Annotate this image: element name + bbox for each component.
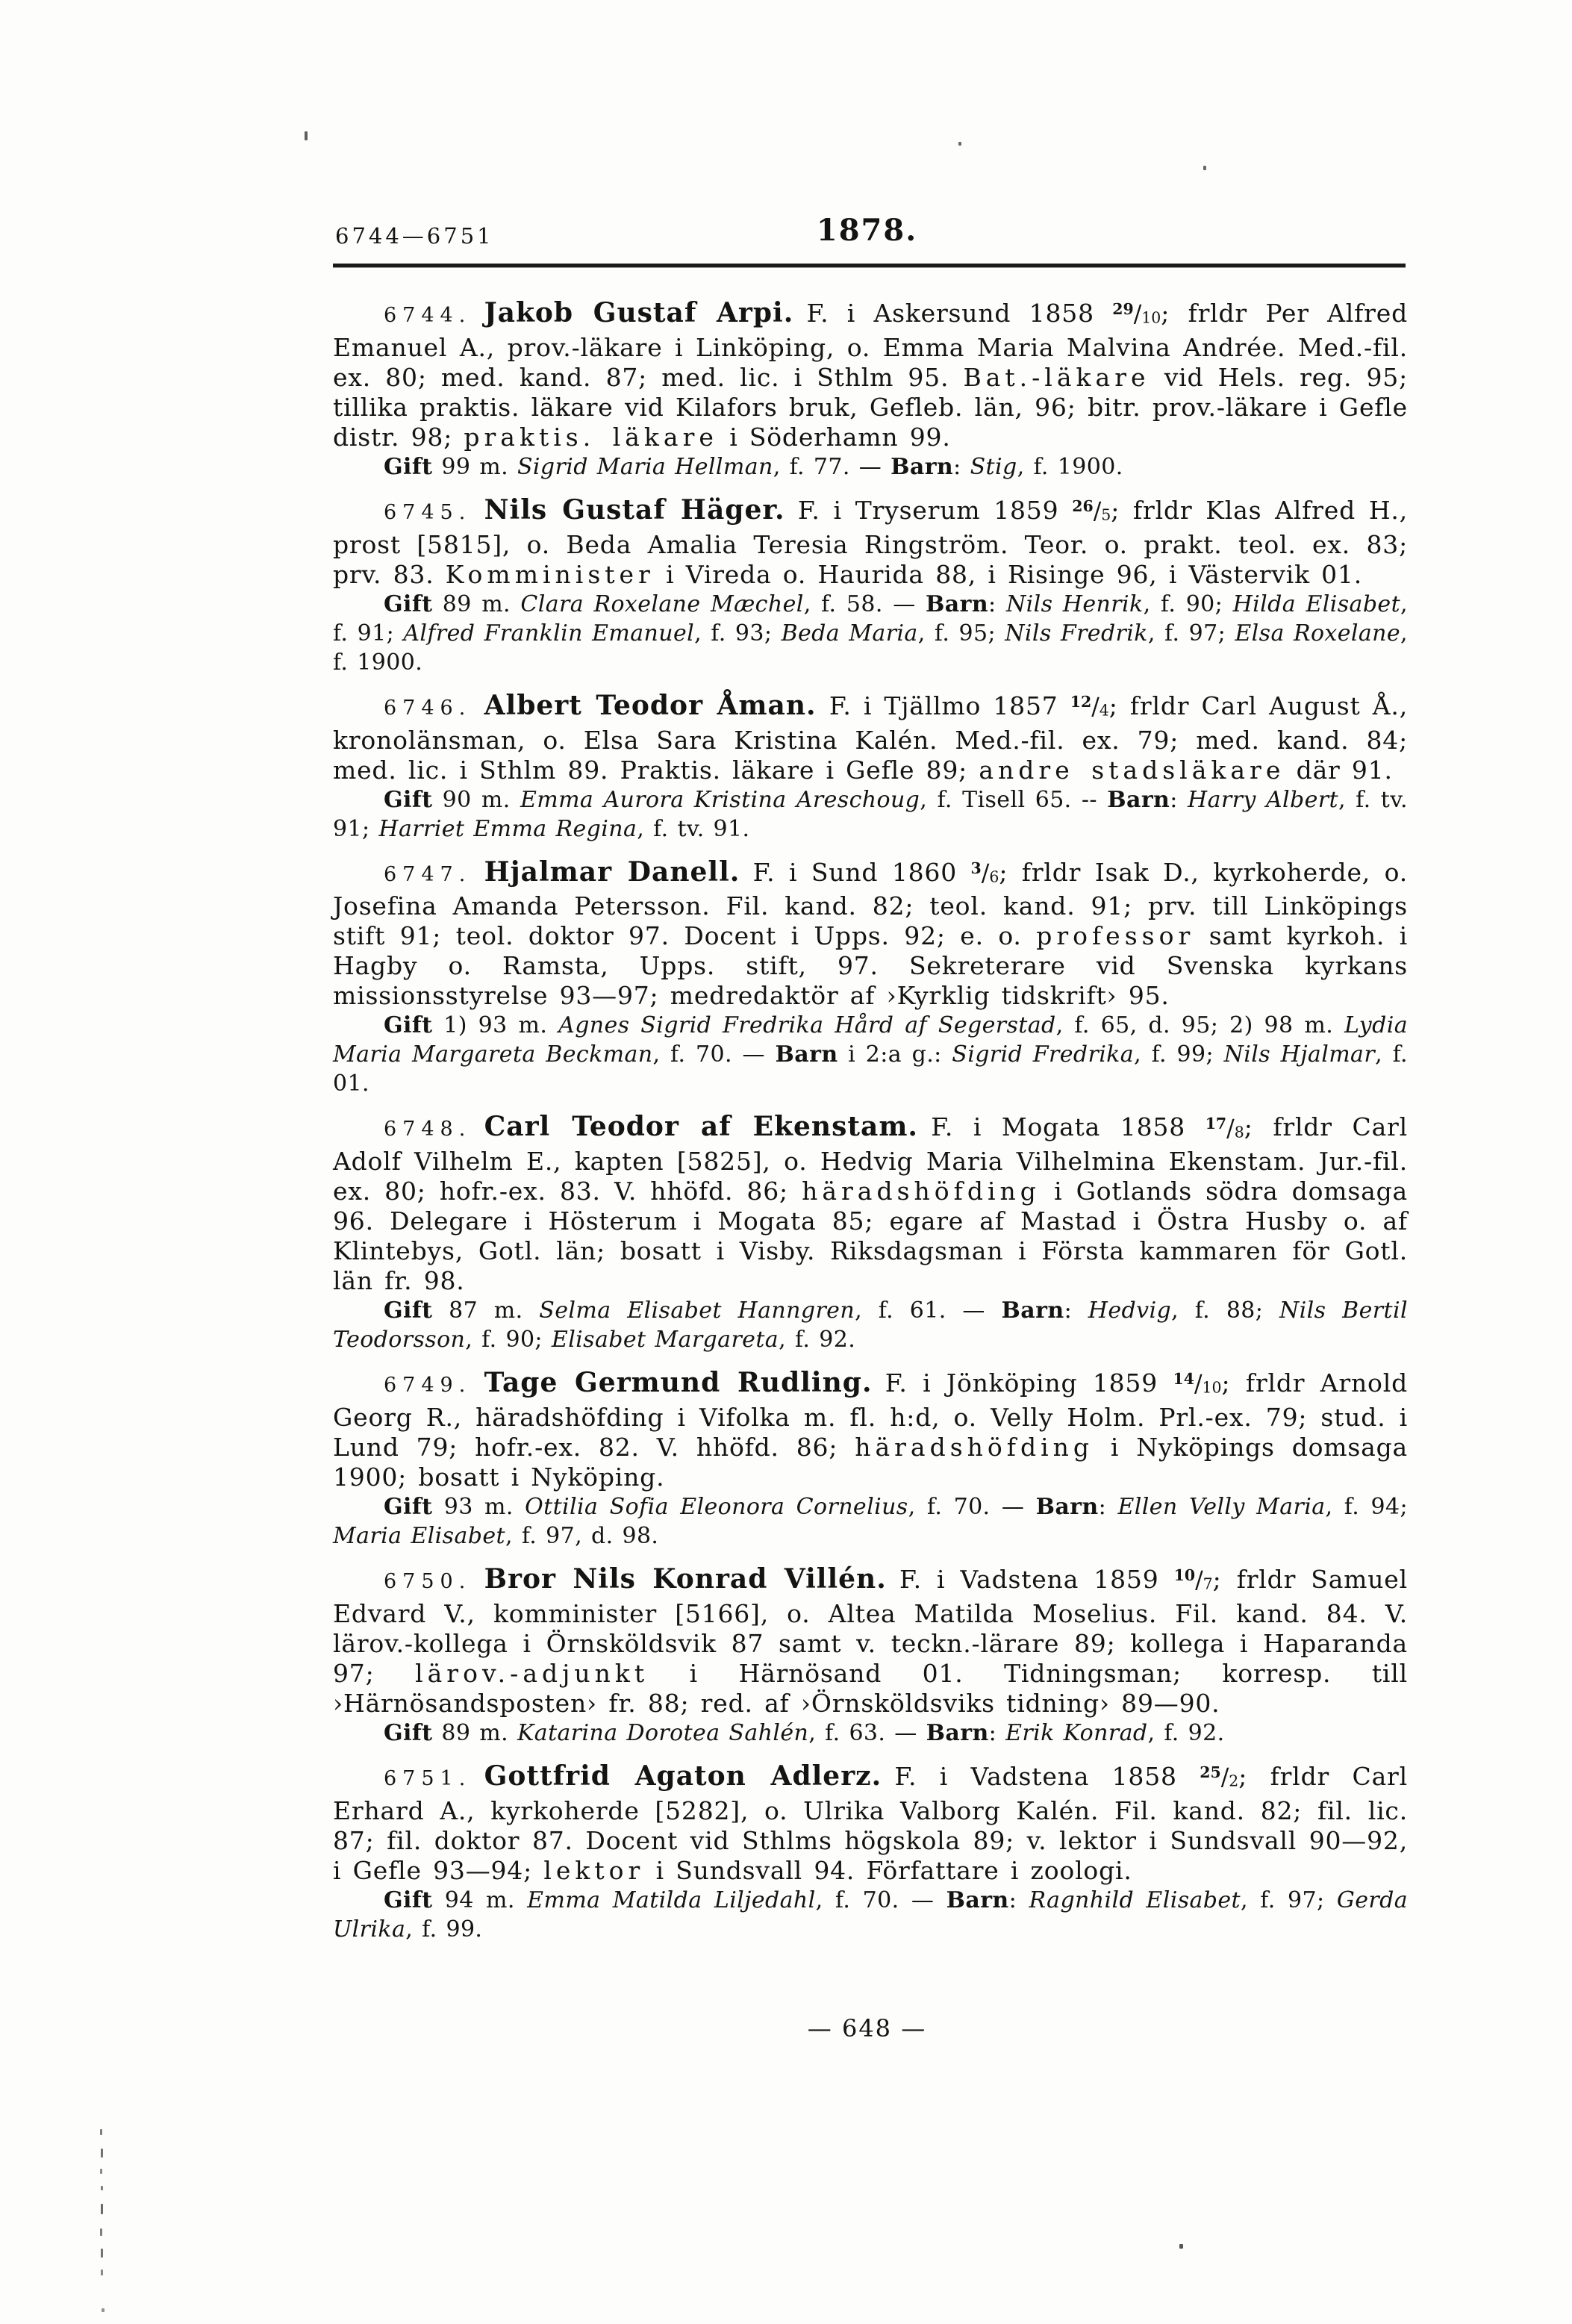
body-text: 87 m.	[432, 1297, 540, 1324]
person-name: Agnes Sigrid Fredrika Hård af Segerstad	[558, 1012, 1056, 1039]
year-heading: 1878.	[816, 213, 918, 248]
entry-person-name: Albert Teodor Åman.	[484, 689, 817, 721]
body-text: , f. 92.	[779, 1327, 856, 1353]
page-range: 6744—6751	[335, 223, 494, 249]
body-text: , f. 90;	[1143, 591, 1233, 617]
scan-artifact	[101, 2249, 103, 2258]
body-text: :	[1064, 1297, 1088, 1324]
person-name: Elisabet Margareta	[551, 1327, 779, 1353]
entry-body	[333, 1757, 1408, 1886]
biography-entry	[333, 1108, 1408, 1354]
bold-label: Gift	[384, 1297, 433, 1324]
body-text: , f. 61. —	[855, 1297, 1002, 1324]
entry-body	[333, 1560, 1408, 1719]
person-name: Harriet Emma Regina	[378, 815, 637, 842]
person-name: Nils Bertil Teodorsson	[333, 1297, 1408, 1353]
entry-body	[333, 294, 1408, 452]
bold-label: Gift	[384, 1012, 433, 1039]
body-text: 93 m.	[432, 1494, 525, 1521]
birthdate-fraction: $^{12}$/4	[1070, 692, 1109, 720]
body-text: , f. 1900.	[1017, 453, 1123, 480]
bold-label: Barn	[1035, 1494, 1099, 1521]
biography-entry	[333, 1364, 1408, 1551]
body-text: i Härnösand 01. Tidningsman; korresp. till ›Härnösandsposten› fr. 88; red. af ›Örnsköldsviks tidning› 89—90.	[333, 1658, 1408, 1718]
person-name: Ragnhild Elisabet	[1029, 1887, 1241, 1913]
entry-body	[333, 687, 1408, 785]
body-text: , f. 1900.	[333, 620, 1408, 676]
bold-label: Barn	[926, 1719, 989, 1746]
person-name: Lydia Maria Margareta Beckman	[333, 1012, 1409, 1068]
person-name: Gerda Ulrika	[333, 1887, 1408, 1943]
body-text: , f. 65, d. 95; 2) 98 m.	[1055, 1012, 1344, 1039]
biography-entry	[333, 1560, 1408, 1748]
body-text: 94 m.	[432, 1887, 528, 1913]
scan-artifact	[100, 2129, 102, 2135]
body-text: , f. 97, d. 98.	[505, 1523, 659, 1550]
body-text: , f. 91;	[333, 591, 1408, 647]
entry-number: 6749.	[384, 1374, 472, 1398]
body-text: :	[1098, 1494, 1118, 1521]
body-text: i Söderhamn 99.	[717, 422, 951, 452]
person-name: Emma Matilda Liljedahl	[527, 1887, 816, 1913]
body-text: F. i Sund 1860	[752, 857, 971, 887]
entry-body	[333, 853, 1408, 1012]
entry-person-name: Bror Nils Konrad Villén.	[484, 1563, 887, 1595]
person-name: Elsa Roxelane	[1235, 620, 1401, 647]
body-text: 89 m.	[432, 1719, 517, 1746]
scan-artifact	[102, 2308, 105, 2312]
body-text: F. i Vadstena 1859	[899, 1565, 1174, 1595]
body-text: F. i Tryserum 1859	[797, 496, 1073, 526]
person-name: Katarina Dorotea Sahlén	[517, 1719, 809, 1746]
body-text: ; frldr Arnold Georg R., häradshöfding i Vifolka m. fl. h:d, o. Velly Holm. Prl.-ex. 79; stud. i Lund 79; hofr.-ex. 82. V. hhöfd. 86;	[333, 1368, 1408, 1462]
emphasized-text: häradshöfding	[855, 1433, 1094, 1462]
body-text: , f. tv. 91;	[333, 786, 1408, 842]
person-name: Ellen Velly Maria	[1117, 1494, 1326, 1521]
entry-number: 6748.	[384, 1118, 472, 1141]
bold-label: Barn	[926, 591, 989, 617]
body-text: , f. 77. —	[773, 453, 891, 480]
scan-artifact	[305, 131, 308, 140]
body-text: , f. 70. —	[815, 1887, 946, 1913]
body-text: ; frldr Isak D., kyrkoherde, o. Josefina Amanda Petersson. Fil. kand. 82; teol. kand. 91; prv. till Linköpings stift 91; teol. doktor 97. Docent i Upps. 92; e. o.	[333, 857, 1408, 951]
entry-body	[333, 1364, 1408, 1492]
bold-label: Gift	[384, 786, 433, 813]
biography-entry	[333, 1757, 1408, 1944]
body-text: , f. 97;	[1241, 1887, 1337, 1913]
emphasized-text: lärov.-adjunkt	[415, 1658, 649, 1688]
emphasized-text: professor	[1036, 921, 1195, 951]
body-text: ; frldr Per Alfred Emanuel A., prov.-läkare i Linköping, o. Emma Maria Malvina Andrée. Med.-fil. ex. 80; med. kand. 87; med. lic. i Sthlm 95.	[333, 299, 1408, 392]
body-text: i Vireda o. Haurida 88, i Risinge 96, i Västervik 01.	[654, 559, 1363, 589]
family-line	[333, 1719, 1408, 1748]
body-text: ; frldr Samuel Edvard V., komminister [5166], o. Altea Matilda Moselius. Fil. kand. 84. V. lärov.-kollega i Örnsköldsvik 87 samt v. teckn.-lärare 89; kollega i Haparanda 97;	[333, 1565, 1408, 1688]
body-text: ; frldr Carl August Å., kronolänsman, o. Elsa Sara Kristina Kalén. Med.-fil. ex. 79; med. kand. 84; med. lic. i Sthlm 89. Praktis. läkare i Gefle 89;	[333, 691, 1408, 785]
body-text: :	[1170, 786, 1188, 813]
body-text: 99 m.	[432, 453, 517, 480]
emphasized-text: Bat.-läkare	[963, 362, 1150, 392]
body-text: :	[1008, 1887, 1029, 1913]
bold-label: Barn	[775, 1041, 838, 1068]
person-name: Hilda Elisabet	[1232, 591, 1401, 617]
body-text: , f. Tisell 65. --	[920, 786, 1108, 813]
scan-artifact	[101, 2186, 103, 2190]
body-text: , f. 58. —	[803, 591, 926, 617]
emphasized-text: andre stadsläkare	[979, 755, 1285, 785]
body-text: 1) 93 m.	[432, 1012, 559, 1039]
person-name: Nils Fredrik	[1005, 620, 1148, 647]
body-text: , f. 99;	[1134, 1041, 1224, 1068]
body-text: , f. 63. —	[808, 1719, 926, 1746]
body-text: F. i Tjällmo 1857	[829, 691, 1070, 720]
entry-person-name: Carl Teodor af Ekenstam.	[484, 1111, 918, 1143]
bold-label: Barn	[891, 453, 954, 480]
body-text: ; frldr Klas Alfred H., prost [5815], o. Beda Amalia Teresia Ringström. Teor. o. prakt. teol. ex. 83; prv. 83.	[333, 496, 1408, 589]
entry-body	[333, 491, 1408, 590]
body-text: , f. 90;	[465, 1327, 552, 1353]
body-text: , f. 01.	[333, 1041, 1408, 1097]
biography-entry	[333, 687, 1408, 844]
body-text: ; frldr Carl Erhard A., kyrkoherde [5282], o. Ulrika Valborg Kalén. Fil. kand. 82; fil. lic. 87; fil. doktor 87. Docent vid Sthlms högskola 89; v. lektor i Sundsvall 90—92, i Gefle 93—94;	[333, 1762, 1408, 1885]
birthdate-fraction: $^{29}$/10	[1112, 300, 1161, 328]
body-text: F. i Askersund 1858	[806, 299, 1113, 328]
emphasized-text: Komminister	[445, 559, 655, 589]
body-text: i Nyköpings domsaga 1900; bosatt i Nyköping.	[333, 1433, 1408, 1492]
family-line	[333, 452, 1408, 482]
body-text: i Sundsvall 94. Författare i zoologi.	[644, 1855, 1132, 1885]
entry-number: 6751.	[384, 1767, 472, 1791]
scan-artifact	[100, 2228, 102, 2236]
body-text: :	[988, 591, 1006, 617]
birthdate-fraction: $^{26}$/5	[1072, 496, 1111, 526]
birthdate-fraction: $^{17}$/8	[1205, 1114, 1244, 1142]
entry-number: 6747.	[384, 862, 472, 886]
birthdate-fraction: $^{10}$/7	[1173, 1566, 1213, 1595]
person-name: Harry Albert	[1188, 786, 1338, 813]
family-line	[333, 590, 1408, 677]
body-text: :	[988, 1719, 1006, 1746]
bold-label: Gift	[384, 1494, 433, 1521]
entry-body	[333, 1108, 1408, 1296]
family-line	[333, 1011, 1408, 1098]
scan-artifact	[100, 2169, 102, 2174]
scan-artifact	[1203, 166, 1206, 170]
body-text: , f. 92.	[1147, 1719, 1225, 1746]
family-line	[333, 785, 1408, 844]
body-text: i 2:a g.:	[838, 1041, 952, 1068]
person-name: Emma Aurora Kristina Areschoug	[520, 786, 920, 813]
birthdate-fraction: $^3$/6	[970, 859, 999, 887]
person-name: Selma Elisabet Hanngren	[539, 1297, 855, 1324]
scan-artifact	[101, 2270, 103, 2275]
body-text: , f. 94;	[1325, 1494, 1408, 1521]
entry-number: 6745.	[384, 501, 472, 525]
body-text: i Gotlands södra domsaga 96. Delegare i Hösterum i Mogata 85; egare af Mastad i Östra Husby o. af Klintebys, Gotl. län; bosatt i Visby. Riksdagsman i Första kammaren för Gotl. län fr. 98.	[333, 1177, 1408, 1296]
person-name: Hedvig	[1088, 1297, 1172, 1324]
entry-person-name: Hjalmar Danell.	[484, 856, 740, 888]
person-name: Sigrid Maria Hellman	[517, 453, 773, 480]
scan-artifact	[101, 2204, 103, 2214]
person-name: Erik Konrad	[1005, 1719, 1148, 1746]
entry-number: 6744.	[384, 304, 472, 328]
body-text: F. i Vadstena 1858	[894, 1762, 1200, 1792]
body-text: , f. 95;	[917, 620, 1005, 647]
biography-entry	[333, 491, 1408, 677]
person-name: Alfred Franklin Emanuel	[403, 620, 695, 647]
body-text: , f. tv. 91.	[637, 815, 750, 842]
body-text: samt kyrkoh. i Hagby o. Ramsta, Upps. stift, 97. Sekreterare vid Svenska kyrkans missionsstyrelse 93—97; medredaktör af ›Kyrklig tidskrift› 95.	[333, 921, 1408, 1011]
person-name: Sigrid Fredrika	[952, 1041, 1135, 1068]
body-text: , f. 70. —	[652, 1041, 776, 1068]
emphasized-text: praktis. läkare	[464, 422, 718, 452]
body-text: , f. 97;	[1147, 620, 1235, 647]
scan-artifact	[1179, 2244, 1183, 2249]
body-text: , f. 99.	[405, 1916, 483, 1943]
entry-person-name: Nils Gustaf Häger.	[484, 494, 785, 526]
body-text: 89 m.	[432, 591, 521, 617]
entry-person-name: Gottfrid Agaton Adlerz.	[484, 1760, 882, 1792]
emphasized-text: häradshöfding	[802, 1177, 1041, 1206]
bold-label: Barn	[946, 1887, 1009, 1913]
bold-label: Gift	[384, 1887, 433, 1913]
person-name: Stig	[970, 453, 1017, 480]
entry-number: 6746.	[384, 696, 472, 720]
bold-label: Barn	[1001, 1297, 1064, 1324]
bold-label: Gift	[384, 1719, 433, 1746]
person-name: Beda Maria	[781, 620, 918, 647]
entries-list	[333, 294, 1408, 1954]
body-text: , f. 70. —	[908, 1494, 1036, 1521]
entry-person-name: Jakob Gustaf Arpi.	[484, 297, 794, 329]
person-name: Clara Roxelane Mæchel	[520, 591, 804, 617]
body-text: vid Hels. reg. 95; tillika praktis. läkare vid Kilafors bruk, Gefleb. län, 96; bitr. prov.-läkare i Gefle distr. 98;	[333, 362, 1408, 452]
person-name: Maria Elisabet	[333, 1523, 505, 1550]
birthdate-fraction: $^{25}$/2	[1200, 1763, 1239, 1792]
emphasized-text: lektor	[543, 1855, 645, 1885]
bold-label: Gift	[384, 453, 433, 480]
family-line	[333, 1296, 1408, 1354]
entry-person-name: Tage Germund Rudling.	[484, 1367, 873, 1399]
person-name: Nils Hjalmar	[1223, 1041, 1376, 1068]
person-name: Nils Henrik	[1005, 591, 1144, 617]
body-text: F. i Mogata 1858	[931, 1112, 1205, 1142]
scan-artifact	[958, 142, 961, 146]
header-divider	[333, 264, 1406, 267]
scan-artifact	[101, 2149, 103, 2158]
biography-entry	[333, 294, 1408, 482]
page-number: — 648 —	[807, 2014, 927, 2043]
entry-number: 6750.	[384, 1570, 472, 1594]
body-text: 90 m.	[432, 786, 520, 813]
body-text: F. i Jönköping 1859	[885, 1368, 1173, 1398]
biography-entry	[333, 853, 1408, 1099]
person-name: Ottilia Sofia Eleonora Cornelius	[525, 1494, 908, 1521]
body-text: där 91.	[1285, 755, 1393, 785]
birthdate-fraction: $^{14}$/10	[1173, 1370, 1222, 1398]
body-text: , f. 93;	[694, 620, 782, 647]
body-text: , f. 88;	[1171, 1297, 1280, 1324]
bold-label: Gift	[384, 591, 433, 617]
family-line	[333, 1492, 1408, 1551]
body-text: ; frldr Carl Adolf Vilhelm E., kapten [5825], o. Hedvig Maria Vilhelmina Ekenstam. Jur.-fil. ex. 80; hofr.-ex. 83. V. hhöfd. 86;	[333, 1112, 1408, 1206]
bold-label: Barn	[1107, 786, 1170, 813]
body-text: :	[953, 453, 970, 480]
family-line	[333, 1886, 1408, 1944]
